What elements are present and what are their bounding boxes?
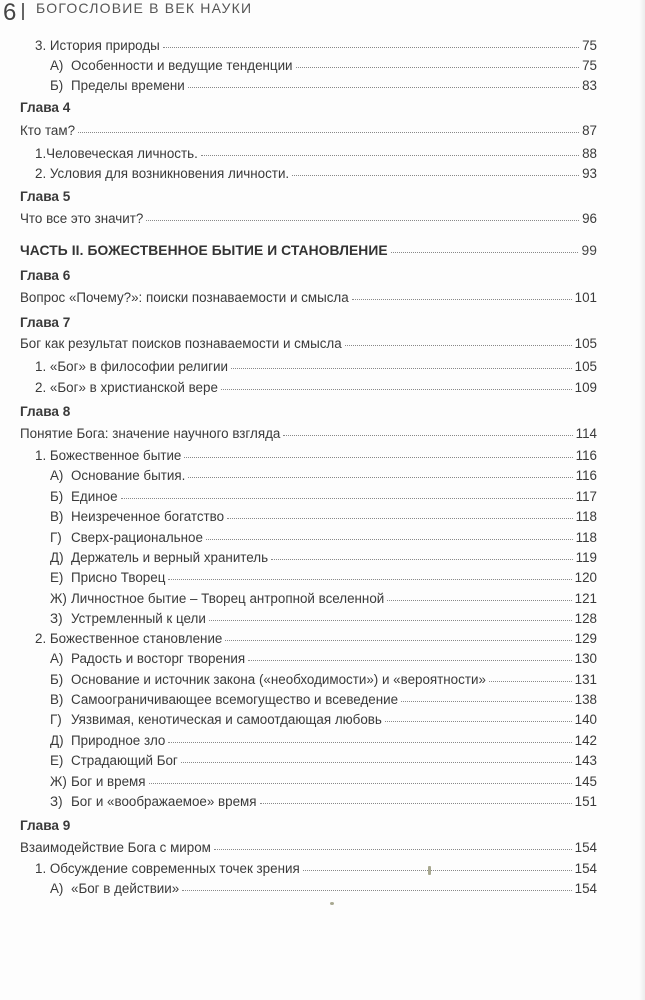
- leader-dots: [221, 388, 572, 390]
- entry-page: 114: [575, 426, 597, 441]
- leader-dots: [231, 367, 572, 369]
- entry-title: 1. «Бог» в философии религии: [35, 359, 228, 374]
- leader-dots: [214, 848, 572, 850]
- entry-title: 2. Условия для возникновения личности.: [35, 166, 290, 181]
- entry-page: 142: [574, 733, 597, 748]
- leader-dots: [121, 497, 573, 499]
- leader-dots: [209, 619, 572, 621]
- entry-title: Основание бытия.: [71, 468, 186, 483]
- toc-entry[interactable]: [35, 358, 597, 376]
- entry-page: 109: [574, 380, 597, 395]
- entry-page: 93: [582, 166, 597, 181]
- entry-page: 117: [575, 489, 597, 504]
- entry-title: «Бог в действии»: [71, 881, 180, 896]
- chapter-heading: Глава 5: [20, 189, 71, 204]
- entry-marker: Е): [50, 753, 64, 768]
- entry-title: Страдающий Бог: [71, 753, 178, 768]
- entry-page: 101: [574, 290, 597, 305]
- entry-page: 143: [574, 753, 597, 768]
- entry-page: 118: [575, 509, 597, 524]
- running-head: [0, 0, 645, 28]
- leader-dots: [292, 174, 579, 176]
- entry-page: 140: [574, 712, 597, 727]
- leader-dots: [345, 344, 572, 346]
- entry-marker: Г): [50, 530, 62, 545]
- leader-dots: [149, 782, 572, 784]
- entry-page: 116: [575, 448, 597, 463]
- leader-dots: [283, 434, 572, 436]
- entry-title: Понятие Бога: значение научного взгляда: [20, 426, 281, 441]
- entry-title: Взаимодействие Бога с миром: [20, 840, 211, 855]
- leader-dots: [271, 558, 573, 560]
- entry-marker: З): [50, 611, 63, 626]
- toc-entry[interactable]: [50, 711, 597, 729]
- entry-marker: А): [50, 468, 64, 483]
- entry-title: Бог и «воображаемое» время: [71, 794, 257, 809]
- entry-title: Бог и время: [71, 774, 146, 789]
- leader-dots: [184, 456, 572, 458]
- entry-marker: Ж): [50, 591, 67, 606]
- leader-dots: [385, 720, 572, 722]
- entry-page: 120: [574, 570, 597, 585]
- toc-entry[interactable]: [35, 145, 597, 163]
- toc-entry[interactable]: [50, 529, 597, 547]
- entry-page: 154: [574, 881, 597, 896]
- entry-title: Радость и восторг творения: [71, 651, 246, 666]
- leader-dots: [182, 889, 571, 891]
- toc-entry[interactable]: [50, 610, 597, 628]
- entry-title: Особенности и ведущие тенденции: [71, 58, 293, 73]
- part-title: ЧАСТЬ II. БОЖЕСТВЕННОЕ БЫТИЕ И СТАНОВЛЕНИЕ: [20, 243, 388, 258]
- leader-dots: [401, 700, 572, 702]
- leader-dots: [146, 219, 579, 221]
- entry-page: 129: [574, 631, 597, 646]
- entry-marker: Б): [50, 489, 64, 504]
- leader-dots: [163, 46, 579, 48]
- entry-page: 96: [582, 211, 597, 226]
- toc-entry[interactable]: [35, 379, 597, 397]
- leader-dots: [387, 599, 571, 601]
- entry-page: 121: [574, 591, 597, 606]
- entry-title: Личностное бытие – Творец антропной вселенной: [71, 591, 385, 606]
- entry-page: 131: [574, 672, 597, 687]
- toc-entry[interactable]: [20, 839, 597, 857]
- entry-title: Пределы времени: [71, 78, 185, 93]
- entry-title: Кто там?: [20, 123, 76, 138]
- entry-title: Что все это значит?: [20, 211, 144, 226]
- leader-dots: [352, 298, 572, 300]
- print-speck: [428, 866, 431, 875]
- toc-entry[interactable]: [35, 630, 597, 648]
- entry-marker: Г): [50, 712, 62, 727]
- entry-marker: Д): [50, 733, 64, 748]
- toc-entry[interactable]: [35, 860, 597, 878]
- leader-dots: [201, 154, 579, 156]
- print-speck: [330, 902, 334, 905]
- toc-entry[interactable]: [50, 773, 597, 791]
- toc-entry[interactable]: [50, 57, 597, 75]
- entry-title: Сверх-рациональное: [71, 530, 203, 545]
- entry-title: 1. Обсуждение современных точек зрения: [35, 861, 300, 876]
- chapter-heading: Глава 7: [20, 315, 71, 330]
- entry-marker: Е): [50, 570, 64, 585]
- leader-dots: [181, 761, 572, 763]
- toc-entry[interactable]: [35, 165, 597, 183]
- leader-dots: [391, 251, 579, 253]
- entry-page: 105: [574, 336, 597, 351]
- entry-title: Единое: [71, 489, 118, 504]
- entry-page: 154: [574, 840, 597, 855]
- entry-title: 1. Божественное бытие: [35, 448, 182, 463]
- toc-entry[interactable]: [50, 77, 597, 95]
- leader-dots: [227, 517, 573, 519]
- entry-marker: В): [50, 509, 64, 524]
- chapter-heading: Глава 6: [20, 268, 71, 283]
- entry-title: 2. «Бог» в христианской вере: [35, 380, 218, 395]
- toc-entry[interactable]: [20, 210, 597, 228]
- toc-entry[interactable]: [50, 569, 597, 587]
- leader-dots: [225, 639, 571, 641]
- entry-marker: Б): [50, 672, 64, 687]
- entry-page: 138: [574, 692, 597, 707]
- entry-title: 3. История природы: [35, 38, 160, 53]
- toc-entry[interactable]: [50, 671, 597, 689]
- leader-dots: [303, 869, 572, 871]
- leader-dots: [188, 476, 572, 478]
- leader-dots: [296, 66, 580, 68]
- toc-entry[interactable]: [20, 122, 597, 140]
- entry-title: Самоограничивающее всемогущество и всеведение: [71, 692, 399, 707]
- toc-entry[interactable]: [50, 549, 597, 567]
- entry-marker: Д): [50, 550, 64, 565]
- entry-title: Уязвимая, кенотическая и самоотдающая любовь: [71, 712, 382, 727]
- entry-title: 2. Божественное становление: [35, 631, 223, 646]
- entry-page: 130: [574, 651, 597, 666]
- entry-page: 154: [574, 861, 597, 876]
- entry-marker: В): [50, 692, 64, 707]
- entry-title: Основание и источник закона («необходимости») и «вероятности»: [71, 672, 486, 687]
- entry-title: Неизреченное богатство: [71, 509, 225, 524]
- entry-page: 145: [574, 774, 597, 789]
- toc-entry[interactable]: [50, 590, 597, 608]
- part-page: 99: [581, 243, 597, 258]
- chapter-heading: Глава 8: [20, 404, 71, 419]
- entry-title: Вопрос «Почему?»: поиски познаваемости и смысла: [20, 290, 349, 305]
- toc-entry[interactable]: [35, 37, 597, 55]
- leader-dots: [489, 680, 572, 682]
- toc-entry[interactable]: [50, 508, 597, 526]
- chapter-heading: Глава 9: [20, 818, 71, 833]
- entry-page: 119: [575, 550, 597, 565]
- leader-dots: [168, 741, 571, 743]
- entry-marker: Ж): [50, 774, 67, 789]
- toc-entry[interactable]: [50, 650, 597, 668]
- toc-entry[interactable]: [50, 880, 597, 898]
- header-divider: [22, 3, 24, 20]
- entry-title: Природное зло: [71, 733, 166, 748]
- entry-page: 105: [574, 359, 597, 374]
- chapter-heading: Глава 4: [20, 100, 71, 115]
- toc-entry[interactable]: [20, 425, 597, 443]
- entry-title: Бог как результат поисков познаваемости и смысла: [20, 336, 342, 351]
- entry-marker: А): [50, 58, 64, 73]
- part-heading[interactable]: [20, 242, 597, 260]
- entry-page: 151: [574, 794, 597, 809]
- entry-page: 75: [582, 38, 597, 53]
- entry-marker: З): [50, 794, 63, 809]
- toc-entry[interactable]: [50, 732, 597, 750]
- toc-entry[interactable]: [50, 691, 597, 709]
- entry-page: 87: [582, 123, 597, 138]
- page-edge-shadow: [639, 0, 645, 1000]
- entry-title: 1.Человеческая личность.: [35, 146, 198, 161]
- entry-marker: А): [50, 651, 64, 666]
- toc-entry[interactable]: [20, 289, 597, 307]
- toc-entry[interactable]: [20, 335, 597, 353]
- entry-page: 118: [575, 530, 597, 545]
- entry-page: 116: [575, 468, 597, 483]
- entry-page: 83: [582, 78, 597, 93]
- entry-page: 75: [582, 58, 597, 73]
- entry-page: 88: [582, 146, 597, 161]
- toc-entry[interactable]: [50, 488, 597, 506]
- leader-dots: [168, 578, 571, 580]
- page-number: 6: [3, 0, 17, 26]
- leader-dots: [206, 538, 573, 540]
- toc-entry[interactable]: [35, 447, 597, 465]
- entry-page: 128: [574, 611, 597, 626]
- entry-title: Устремленный к цели: [71, 611, 206, 626]
- leader-dots: [248, 659, 572, 661]
- toc-entry[interactable]: [50, 467, 597, 485]
- leader-dots: [78, 131, 579, 133]
- entry-marker: Б): [50, 78, 64, 93]
- leader-dots: [188, 86, 579, 88]
- entry-title: Присно Творец: [71, 570, 166, 585]
- toc-entry[interactable]: [50, 793, 597, 811]
- leader-dots: [260, 802, 572, 804]
- book-title: БОГОСЛОВИЕ В ВЕК НАУКИ: [36, 0, 253, 16]
- entry-title: Держатель и верный хранитель: [71, 550, 269, 565]
- entry-marker: А): [50, 881, 64, 896]
- toc-entry[interactable]: [50, 752, 597, 770]
